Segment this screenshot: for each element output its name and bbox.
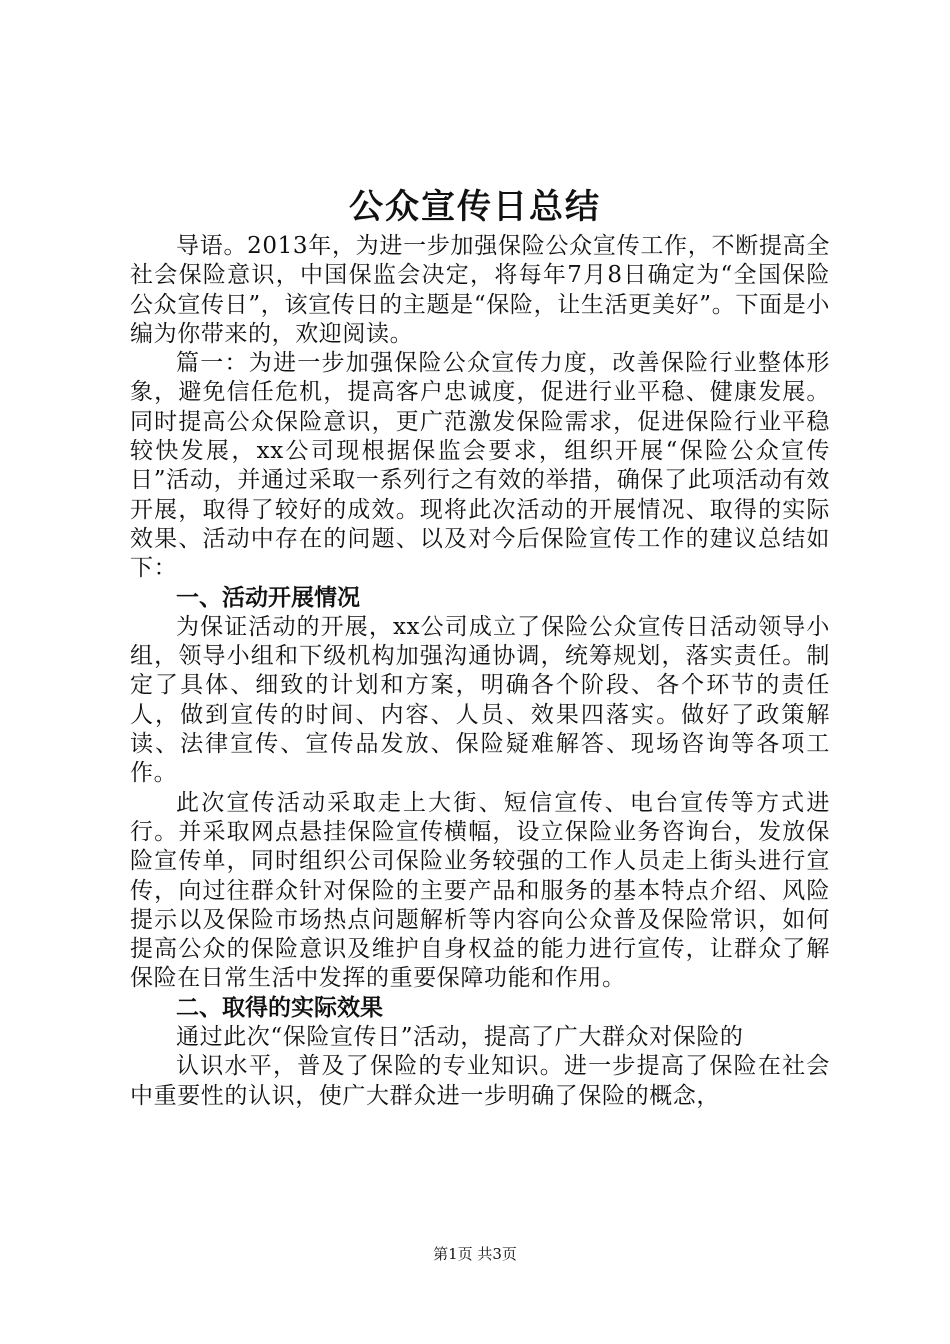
activity-paragraph-2: 此次宣传活动采取走上大街、短信宣传、电台宣传等方式进行。并采取网点悬挂保险宣传横幅，设立保险业务咨询台，发放保险宣传单，同时组织公司保险业务较强的工作人员走上街头进行宣传，向过往群众针对保险的主要产品和服务的基本特点介绍、风险提示以及保险市场热点问题解析等内容向公众普及保险常识，如何提高公众的保险意识及维护自身权益的能力进行宣传，让群众了解保险在日常生活中发挥的重要保障功能和作用。 (130, 789, 830, 992)
results-paragraph-2: 认识水平，普及了保险的专业知识。进一步提高了保险在社会中重要性的认识，使广大群众进一步明确了保险的概念， (130, 1053, 830, 1109)
activity-paragraph-1: 为保证活动的开展，xx公司成立了保险公众宣传日活动领导小组，领导小组和下级机构加强沟通协调，统筹规划，落实责任。制定了具体、细致的计划和方案，明确各个阶段、各个环节的责任人，做到宣传的时间、内容、人员、效果四落实。做好了政策解读、法律宣传、宣传品发放、保险疑难解答、现场咨询等各项工作。 (130, 613, 830, 787)
document-body (130, 232, 830, 1111)
document-title: 公众宣传日总结 (349, 187, 601, 227)
section-heading-results: 二、取得的实际效果 (176, 994, 383, 1021)
intro-paragraph: 导语。2013年，为进一步加强保险公众宣传工作，不断提高全社会保险意识，中国保监会决定，将每年7月8日确定为“全国保险公众宣传日”，该宣传日的主题是“保险，让生活更美好”。下面是小编为你带来的，欢迎阅读。 (130, 233, 830, 347)
results-paragraph-1: 通过此次“保险宣传日”活动，提高了广大群众对保险的 (176, 1024, 744, 1051)
section-heading-activity: 一、活动开展情况 (176, 584, 360, 611)
page-footer: 第1页 共3页 (433, 1245, 517, 1263)
part-one-paragraph: 篇一：为进一步加强保险公众宣传力度，改善保险行业整体形象，避免信任危机，提高客户忠诚度，促进行业平稳、健康发展。同时提高公众保险意识，更广范激发保险需求，促进保险行业平稳较快发展，xx公司现根据保监会要求，组织开展“保险公众宣传日”活动，并通过采取一系列行之有效的举措，确保了此项活动有效开展，取得了较好的成效。现将此次活动的开展情况、取得的实际效果、活动中存在的问题、以及对今后保险宣传工作的建议总结如下： (130, 350, 830, 582)
